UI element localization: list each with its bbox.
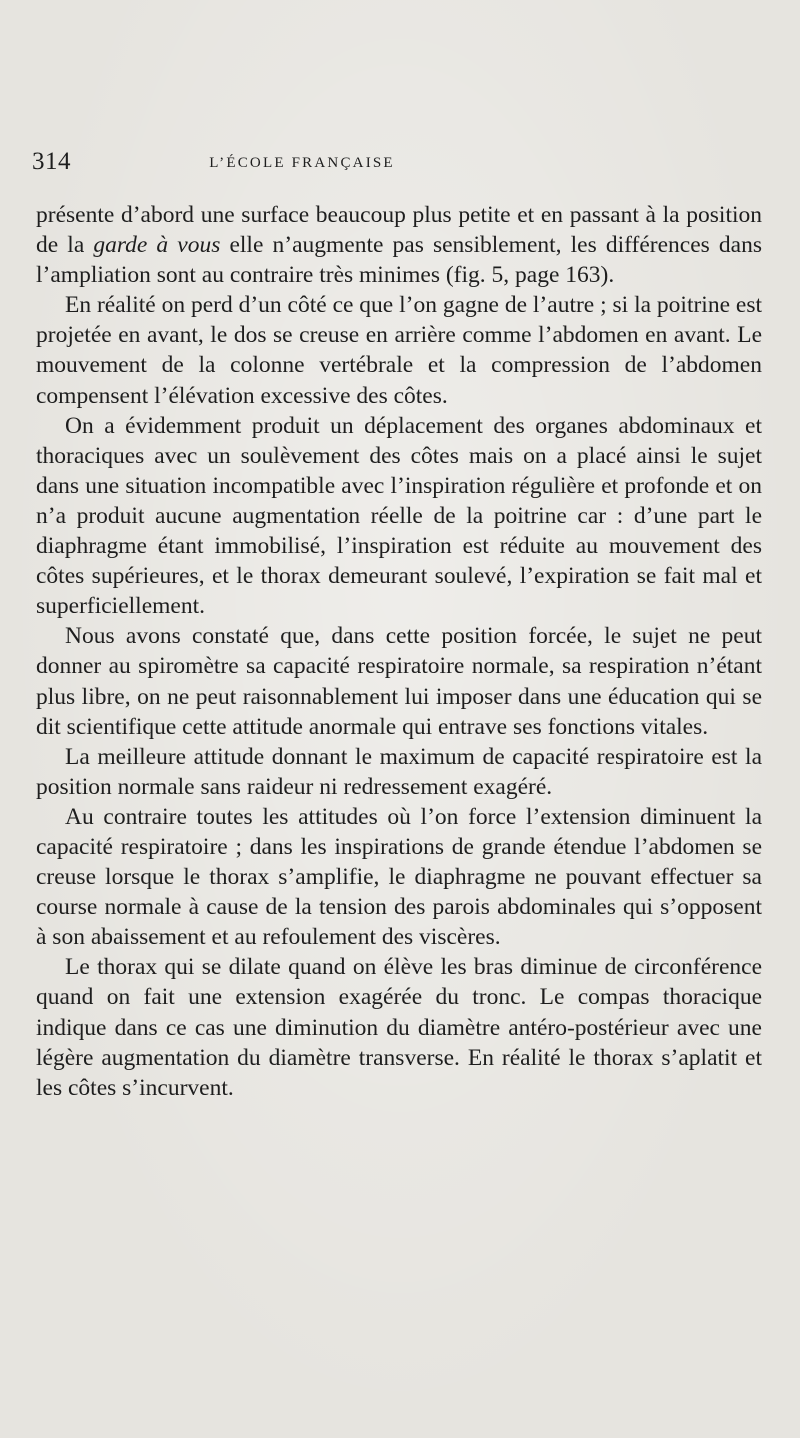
paragraph-text: elle n’augmente pas sensiblement, les différences dans l’ampliation sont au contraire très minimes (fig. 5, page 163). [36, 232, 762, 289]
paragraph-text: présente d’abord une surface beaucoup plus petite et en passant à la position de la [36, 202, 762, 259]
page-header [32, 148, 760, 178]
page-number: 314 [32, 148, 71, 175]
italic-phrase: garde à vous [93, 232, 221, 259]
paragraph: On a évidemment produit un déplacement des organes abdominaux et thoraciques avec un soulèvement des côtes mais on a placé ainsi le sujet dans une situation incompatible avec l’inspiration régulière et profonde et on n’a produit aucune augmentation réelle de la poitrine car : d’une part le diaphragme étant immobilisé, l’inspiration est réduite au mouvement des côtes supérieures, et le thorax demeurant soulevé, l’expiration se fait mal et superficiellement. [36, 412, 762, 620]
paragraph: Au contraire toutes les attitudes où l’on force l’extension diminuent la capacité respiratoire ; dans les inspirations de grande étendue l’abdomen se creuse lorsque le thorax s’amplifie, le diaphragme ne pouvant effectuer sa course normale à cause de la tension des parois abdominales qui s’opposent à son abaissement et au refoulement des viscères. [36, 803, 762, 951]
paragraph: La meilleure attitude donnant le maximum de capacité respiratoire est la position normale sans raideur ni redressement exagéré. [36, 743, 762, 800]
paragraph-continuation [36, 200, 762, 290]
paragraph: Le thorax qui se dilate quand on élève les bras diminue de circonférence quand on fait une extension exagérée du tronc. Le compas thoracique indique dans ce cas une diminution du diamètre antéro-postérieur avec une légère augmentation du diamètre transverse. En réalité le thorax s’aplatit et les côtes s’incurvent. [36, 954, 762, 1101]
paragraph: Nous avons constaté que, dans cette position forcée, le sujet ne peut donner au spiromètre sa capacité respiratoire normale, sa respiration n’étant plus libre, on ne peut raisonnablement lui imposer dans une éducation qui se dit scientifique cette attitude anormale qui entrave ses fonctions vitales. [36, 623, 762, 740]
body-text [36, 200, 762, 1103]
paragraph: En réalité on perd d’un côté ce que l’on gagne de l’autre ; si la poitrine est projetée en avant, le dos se creuse en arrière comme l’abdomen en avant. Le mouvement de la colonne vertébrale et la compression de l’abdomen compensent l’élévation excessive des côtes. [36, 292, 762, 409]
running-title: L’ÉCOLE FRANÇAISE [209, 155, 395, 171]
